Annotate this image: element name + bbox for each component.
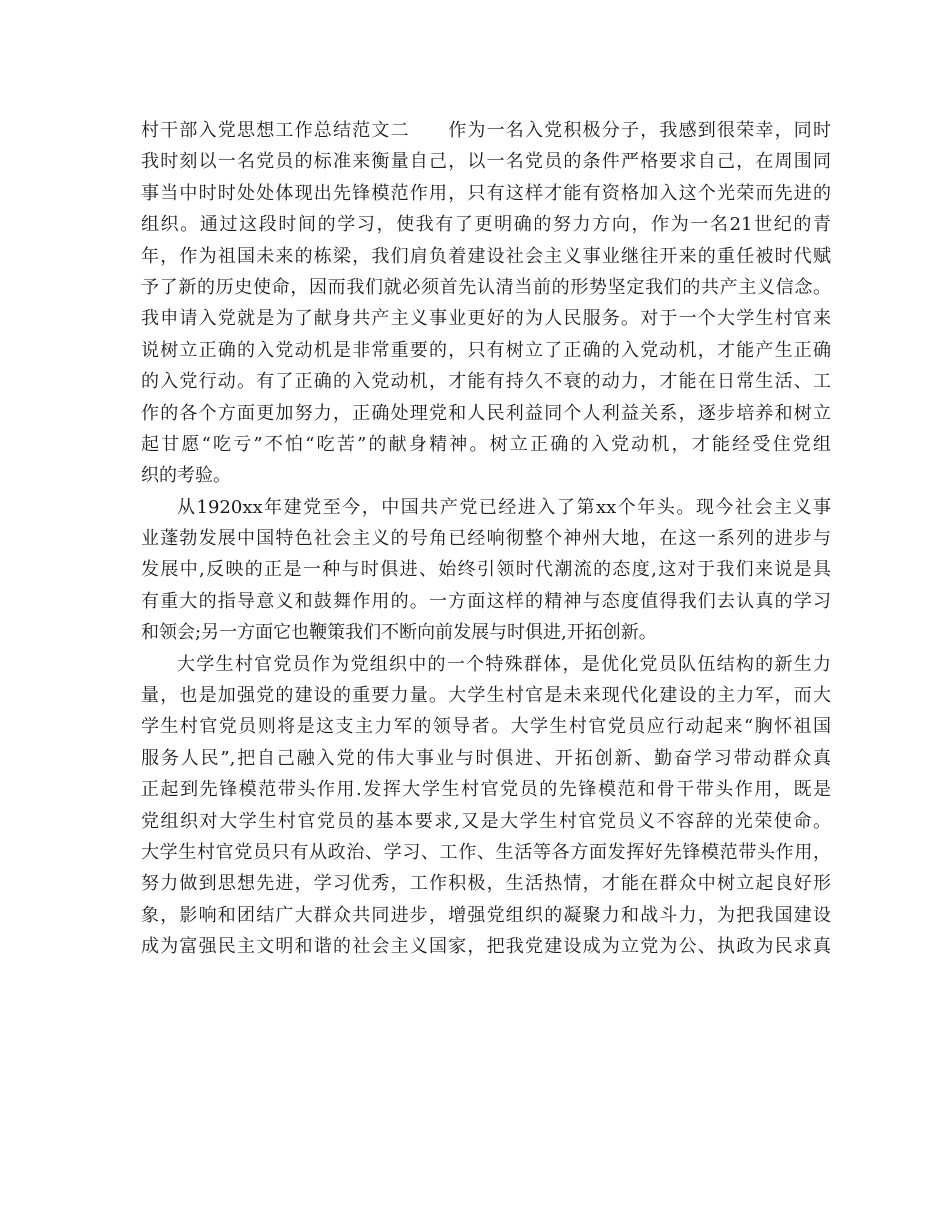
text-line: 大学生村官党员只有从政治、学习、工作、生活等各方面发挥好先锋模范带头作用， [141, 841, 831, 863]
text-line: 有重大的指导意义和鼓舞作用的。一方面这样的精神与态度值得我们去认真的学习 [141, 590, 831, 612]
text-line: 服务人民”,把自己融入党的伟大事业与时俱进、开拓创新、勤奋学习带动群众真 [141, 747, 831, 769]
text-line: 村干部入党思想工作总结范文二 作为一名入党积极分子，我感到很荣幸，同时 [141, 120, 831, 141]
text-line: 从1920xx年建党至今，中国共产党已经进入了第xx个年头。现今社会主义事 [177, 496, 831, 518]
text-line: 事当中时时处处体现出先锋模范作用，只有这样才能有资格加入这个光荣而先进的 [141, 182, 831, 204]
text-line: 大学生村官党员作为党组织中的一个特殊群体，是优化党员队伍结构的新生力 [177, 653, 831, 675]
text-line: 学生村官党员则将是这支主力军的领导者。大学生村官党员应行动起来“胸怀祖国 [141, 716, 831, 738]
text-line: 织的考验。 [141, 465, 231, 487]
text-line: 党组织对大学生村官党员的基本要求,又是大学生村官党员义不容辞的光荣使命。 [141, 810, 831, 832]
text-line: 组织。通过这段时间的学习，使我有了更明确的努力方向，作为一名21世纪的青 [141, 214, 831, 236]
text-line: 予了新的历史使命，因而我们就必须首先认清当前的形势坚定我们的共产主义信念。 [141, 276, 831, 298]
text-line: 起甘愿“吃亏”不怕“吃苦”的献身精神。树立正确的入党动机，才能经受住党组 [141, 433, 831, 455]
text-line: 年，作为祖国未来的栋梁，我们肩负着建设社会主义事业继往开来的重任被时代赋 [141, 245, 831, 267]
text-line: 发展中,反映的正是一种与时俱进、始终引领时代潮流的态度,这对于我们来说是具 [141, 559, 831, 581]
text-line: 和领会;另一方面它也鞭策我们不断向前发展与时俱进,开拓创新。 [141, 622, 657, 644]
text-line: 的入党行动。有了正确的入党动机，才能有持久不衰的动力，才能在日常生活、工 [141, 371, 831, 393]
text-line: 量，也是加强党的建设的重要力量。大学生村官是未来现代化建设的主力军，而大 [141, 685, 831, 707]
paragraph [141, 492, 831, 649]
paragraph [141, 649, 831, 963]
text-line: 正起到先锋模范带头作用.发挥大学生村官党员的先锋模范和骨干带头作用，既是 [141, 779, 831, 801]
paragraph [141, 115, 831, 492]
text-line: 象，影响和团结广大群众共同进步，增强党组织的凝聚力和战斗力，为把我国建设 [141, 904, 831, 926]
text-line: 说树立正确的入党动机是非常重要的，只有树立了正确的入党动机，才能产生正确 [141, 339, 831, 361]
text-line: 我时刻以一名党员的标准来衡量自己，以一名党员的条件严格要求自己，在周围同 [141, 151, 831, 173]
text-line: 我申请入党就是为了献身共产主义事业更好的为人民服务。对于一个大学生村官来 [141, 308, 831, 330]
text-line: 成为富强民主文明和谐的社会主义国家，把我党建设成为立党为公、执政为民求真 [141, 936, 831, 958]
text-line: 努力做到思想先进，学习优秀，工作积极，生活热情，才能在群众中树立起良好形 [141, 873, 831, 895]
text-line: 作的各个方面更加努力，正确处理党和人民利益同个人利益关系，逐步培养和树立 [141, 402, 831, 424]
text-line: 业蓬勃发展中国特色社会主义的号角已经响彻整个神州大地，在这一系列的进步与 [141, 528, 831, 550]
document-body [141, 115, 831, 963]
